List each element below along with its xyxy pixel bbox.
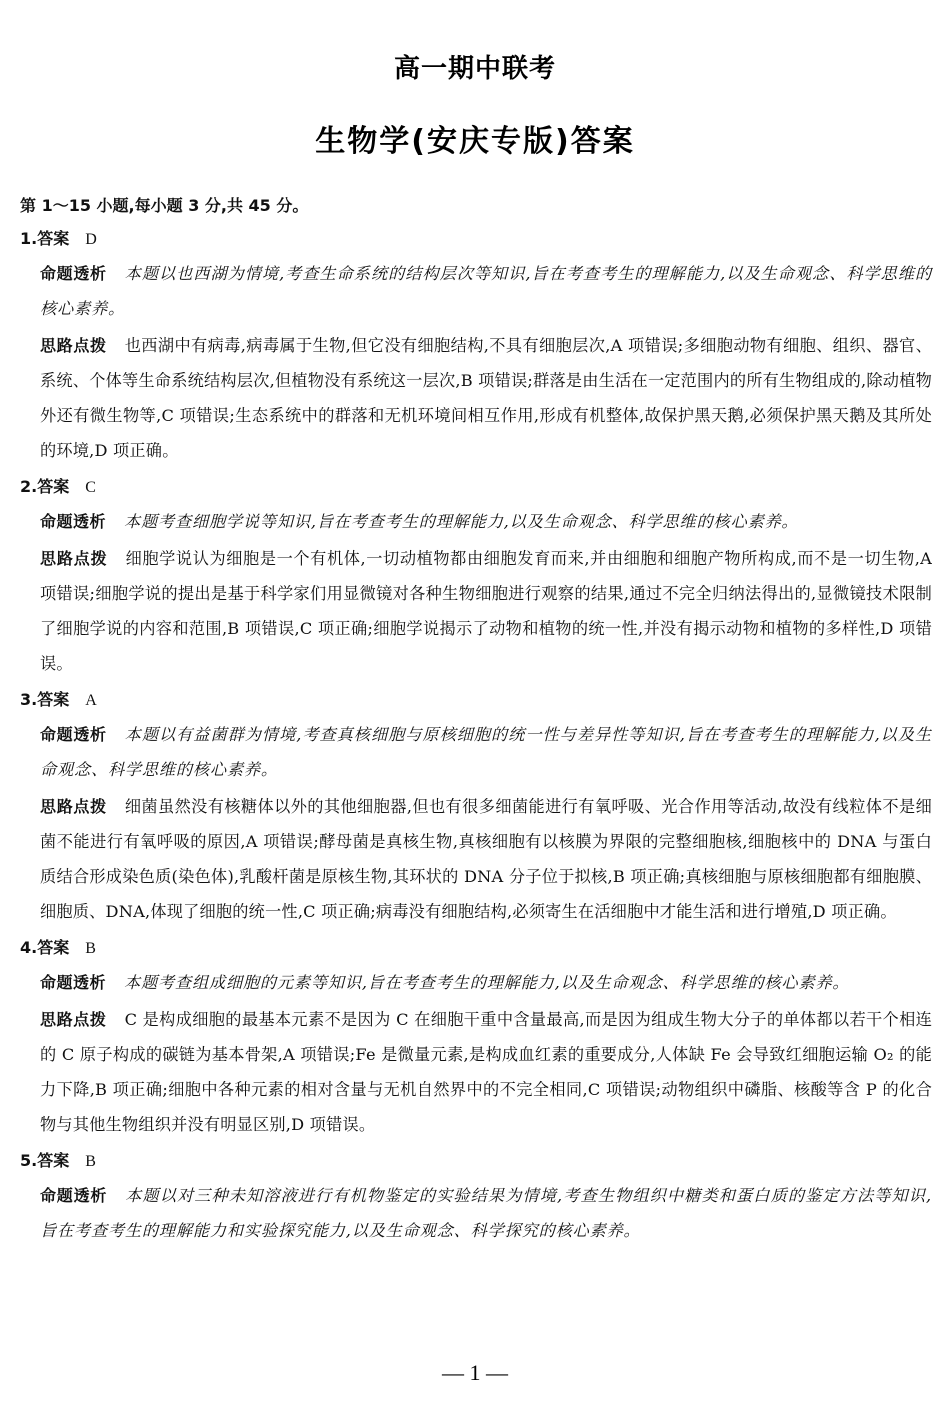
analysis-label: 命题透析	[40, 1186, 108, 1205]
exam-title: 高一期中联考	[393, 54, 556, 84]
analysis-text: 本题以也西湖为情境,考查生命系统的结构层次等知识,旨在考查考生的理解能力,以及生命观念、科学思维的核心素养。	[40, 264, 932, 318]
answer-value: B	[85, 1153, 96, 1170]
exam-subtitle: 生物学(安庆专版)答案	[315, 124, 635, 159]
analysis-paragraph	[20, 256, 932, 326]
question-number: 1.	[20, 229, 38, 248]
question-item	[20, 1144, 932, 1248]
analysis-text: 本题以有益菌群为情境,考查真核细胞与原核细胞的统一性与差异性等知识,旨在考查考生的理解能力,以及生命观念、科学思维的核心素养。	[40, 725, 932, 779]
thinking-text: 细菌虽然没有核糖体以外的其他细胞器,但也有很多细菌能进行有氧呼吸、光合作用等活动,故没有线粒体不是细菌不能进行有氧呼吸的原因,A 项错误;酵母菌是真核生物,真核细胞有以核膜为界限的完整细胞核,细胞核中的 DNA 与蛋白质结合形成染色质(染色体),乳酸杆菌是原核生物,其环状的 DNA 分子位于拟核,B 项正确;真核细胞与原核细胞都有细胞膜、细胞质、DNA,体现了细胞的统一性,C 项正确;病毒没有细胞结构,必须寄生在活细胞中才能生活和进行增殖,D 项正确。	[40, 797, 932, 921]
answer-value: D	[85, 231, 97, 248]
analysis-text: 本题考查组成细胞的元素等知识,旨在考查考生的理解能力,以及生命观念、科学思维的核心素养。	[124, 973, 850, 992]
thinking-label: 思路点拨	[40, 797, 107, 816]
analysis-paragraph	[20, 717, 932, 787]
analysis-label: 命题透析	[40, 973, 107, 992]
answer-label: 答案	[37, 938, 70, 957]
analysis-text: 本题以对三种未知溶液进行有机物鉴定的实验结果为情境,考查生物组织中糖类和蛋白质的鉴定方法等知识,旨在考查考生的理解能力和实验探究能力,以及生命观念、科学探究的核心素养。	[40, 1186, 932, 1240]
question-number: 3.	[20, 690, 38, 709]
answer-label: 答案	[37, 1151, 70, 1170]
question-number: 4.	[20, 938, 38, 957]
analysis-paragraph	[20, 965, 932, 1000]
question-item	[20, 931, 932, 1142]
question-header	[20, 470, 932, 504]
answer-value: C	[85, 479, 96, 496]
question-item	[20, 683, 932, 929]
answer-content	[20, 190, 932, 1250]
question-header	[20, 1144, 932, 1178]
thinking-label: 思路点拨	[40, 1010, 107, 1029]
question-number: 2.	[20, 477, 38, 496]
analysis-text: 本题考查细胞学说等知识,旨在考查考生的理解能力,以及生命观念、科学思维的核心素养。	[124, 512, 799, 531]
answer-label: 答案	[37, 690, 70, 709]
thinking-paragraph	[20, 789, 932, 929]
analysis-paragraph	[20, 1178, 932, 1248]
question-header	[20, 931, 932, 965]
thinking-label: 思路点拨	[40, 336, 107, 355]
analysis-label: 命题透析	[40, 264, 107, 283]
thinking-text: 也西湖中有病毒,病毒属于生物,但它没有细胞结构,不具有细胞层次,A 项错误;多细胞动物有细胞、组织、器官、系统、个体等生命系统结构层次,但植物没有系统这一层次,B 项错误;群落是由生活在一定范围内的所有生物组成的,除动植物外还有微生物等,C 项错误;生态系统中的群落和无机环境间相互作用,形成有机整体,故保护黑天鹅,必须保护黑天鹅及其所处的环境,D 项正确。	[40, 336, 932, 460]
section-intro: 第 1～15 小题,每小题 3 分,共 45 分。	[20, 196, 309, 215]
answer-value: A	[85, 692, 97, 709]
answer-label: 答案	[37, 229, 70, 248]
analysis-label: 命题透析	[40, 512, 107, 531]
question-item	[20, 470, 932, 681]
answer-value: B	[85, 940, 96, 957]
question-number: 5.	[20, 1151, 38, 1170]
analysis-paragraph	[20, 504, 932, 539]
analysis-label: 命题透析	[40, 725, 107, 744]
answer-label: 答案	[37, 477, 70, 496]
question-header	[20, 222, 932, 256]
question-header	[20, 683, 932, 717]
thinking-paragraph	[20, 1002, 932, 1142]
thinking-paragraph	[20, 328, 932, 468]
thinking-text: 细胞学说认为细胞是一个有机体,一切动植物都由细胞发育而来,并由细胞和细胞产物所构成,而不是一切生物,A 项错误;细胞学说的提出是基于科学家们用显微镜对各种生物细胞进行观察的结果,通过不完全归纳法得出的,显微镜技术限制了细胞学说的内容和范围,B 项错误,C 项正确;细胞学说揭示了动物和植物的统一性,并没有揭示动物和植物的多样性,D 项错误。	[40, 549, 932, 673]
thinking-text: C 是构成细胞的最基本元素不是因为 C 在细胞干重中含量最高,而是因为组成生物大分子的单体都以若干个相连的 C 原子构成的碳链为基本骨架,A 项错误;Fe 是微量元素,是构成血红素的重要成分,人体缺 Fe 会导致红细胞运输 O₂ 的能力下降,B 项正确;细胞中各种元素的相对含量与无机自然界中的不完全相同,C 项错误;动物组织中磷脂、核酸等含 P 的化合物与其他生物组织并没有明显区别,D 项错误。	[40, 1010, 932, 1134]
page-number: — 1 —	[442, 1360, 508, 1385]
thinking-paragraph	[20, 541, 932, 681]
question-item	[20, 222, 932, 468]
thinking-label: 思路点拨	[40, 549, 108, 568]
